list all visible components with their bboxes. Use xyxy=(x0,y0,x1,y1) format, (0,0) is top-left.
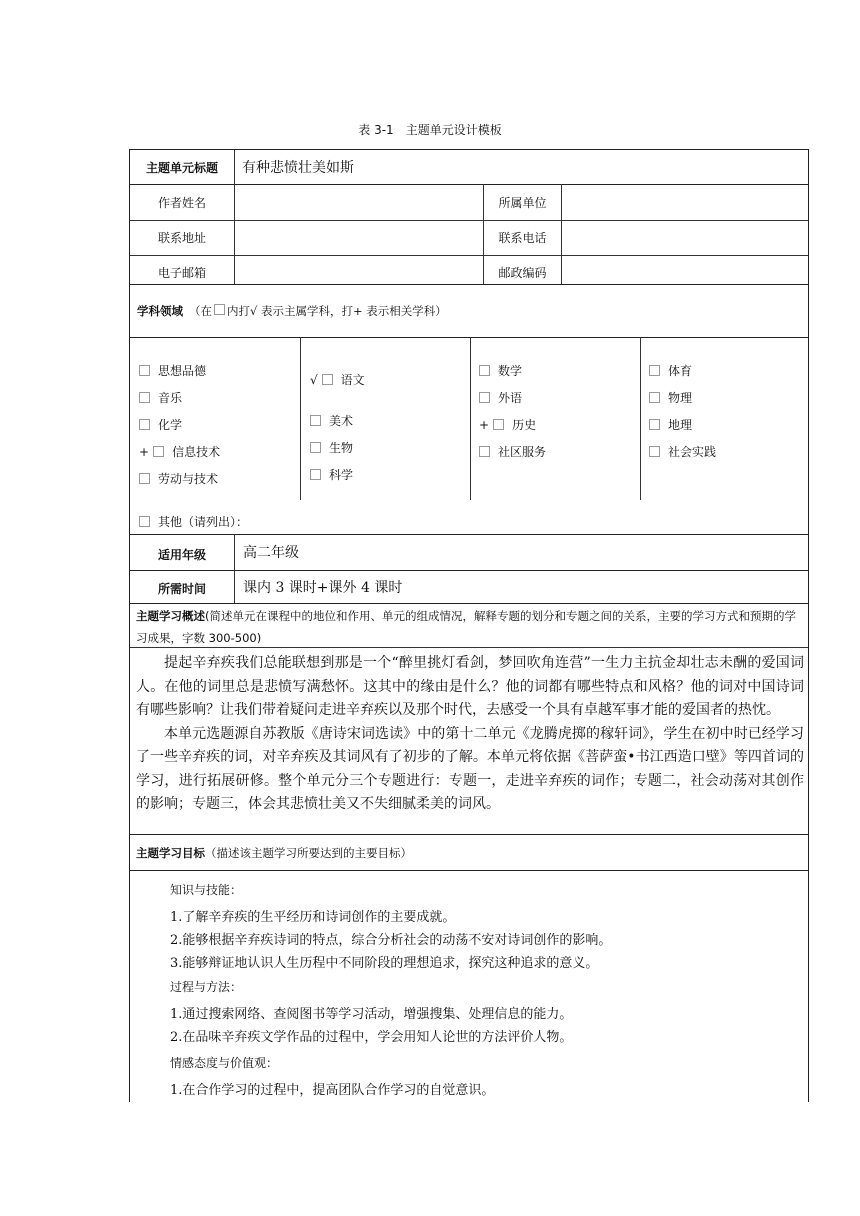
objective-item: 1.通过搜索网络、查阅图书等学习活动，增强搜集、处理信息的能力。 xyxy=(170,1007,573,1022)
grade-label: 适用年级 xyxy=(157,547,206,562)
subject-item[interactable]: 思想品德 xyxy=(139,362,206,379)
objectives-heading xyxy=(136,842,804,864)
email-label: 电子邮箱 xyxy=(157,266,206,280)
checkbox-icon[interactable] xyxy=(479,392,490,403)
objective-item: 1.了解辛弃疾的生平经历和诗词创作的主要成就。 xyxy=(170,910,456,925)
checkbox-icon[interactable] xyxy=(139,516,150,527)
checkbox-icon[interactable] xyxy=(310,469,321,480)
checkbox-icon[interactable] xyxy=(479,365,490,376)
overview-paragraph: 提起辛弃疾我们总能联想到那是一个“醉里挑灯看剑，梦回吹角连营”一生力主抗金却壮志未酬的爱国词人。在他的词里总是悲愤写满愁怀。这其中的缘由是什么？他的词都有哪些特点和风格？他的词对中国诗词有哪些影响？让我们带着疑问走进辛弃疾以及那个时代，去感受一个具有卓越军事才能的爱国者的热忱。 xyxy=(136,655,804,718)
grade-value[interactable]: 高二年级 xyxy=(243,545,299,561)
postcode-field[interactable] xyxy=(562,255,808,284)
checkbox-icon[interactable] xyxy=(153,446,164,457)
checkbox-icon[interactable] xyxy=(310,442,321,453)
subject-area-heading xyxy=(137,284,807,337)
checkbox-icon[interactable] xyxy=(139,365,150,376)
objectives-note: （描述该主题学习所要达到的主要目标） xyxy=(205,846,412,860)
objectives-label: 主题学习目标 xyxy=(136,846,205,860)
subject-item[interactable]: 生物 xyxy=(310,439,353,456)
subject-item[interactable]: 数学 xyxy=(479,362,522,379)
objective-item: 3.能够辩证地认识人生历程中不同阶段的理想追求，探究这种追求的意义。 xyxy=(170,956,599,971)
overview-body xyxy=(136,652,804,817)
checkbox-icon[interactable] xyxy=(649,419,660,430)
objective-item: 2.在品味辛弃疾文学作品的过程中，学会用知人论世的方法评价人物。 xyxy=(170,1030,573,1045)
phone-label: 联系电话 xyxy=(498,231,547,245)
subject-item[interactable]: 社区服务 xyxy=(479,443,546,460)
subject-item[interactable]: 劳动与技术 xyxy=(139,470,218,487)
overview-paragraph: 本单元选题源自苏教版《唐诗宋词选读》中的第十二单元《龙腾虎掷的稼轩词》，学生在初中时已经学习了一些辛弃疾的词，对辛弃疾及其词风有了初步的了解。本单元将依据《菩萨蛮•书江西造口壁》等四首词的学习，进行拓展研修。整个单元分三个专题进行：专题一，走进辛弃疾的词作；专题二，社会动荡对其创作的影响；专题三，体会其悲愤壮美又不失细腻柔美的词风。 xyxy=(136,725,804,812)
subject-item[interactable]: 美术 xyxy=(310,412,353,429)
checkbox-icon[interactable] xyxy=(322,374,333,385)
org-label: 所属单位 xyxy=(498,195,547,210)
subject-item[interactable]: 地理 xyxy=(649,416,692,433)
checkbox-icon[interactable] xyxy=(479,446,490,457)
process-label: 过程与方法： xyxy=(170,980,243,994)
subject-item[interactable]: 外语 xyxy=(479,389,522,406)
checkbox-icon[interactable] xyxy=(493,419,504,430)
subject-area-label: 学科领域 xyxy=(137,303,183,318)
checkbox-icon[interactable] xyxy=(649,365,660,376)
related-mark: + xyxy=(479,418,490,432)
overview-label: 主题学习概述 xyxy=(136,609,205,623)
org-field[interactable] xyxy=(562,184,808,220)
objective-item: 1.在合作学习的过程中，提高团队合作学习的自觉意识。 xyxy=(170,1083,495,1098)
subject-item[interactable]: 体育 xyxy=(649,362,692,379)
unit-design-table xyxy=(129,149,809,1102)
author-label: 作者姓名 xyxy=(157,195,206,210)
table-caption: 表 3-1 主题单元设计模板 xyxy=(358,123,502,137)
address-label: 联系地址 xyxy=(157,231,206,245)
related-mark: + xyxy=(139,445,150,459)
checkbox-icon xyxy=(214,304,225,315)
time-label: 所需时间 xyxy=(157,582,206,596)
subject-item[interactable]: 化学 xyxy=(139,416,182,433)
primary-mark: √ xyxy=(310,373,318,387)
subject-item[interactable]: √ 语文 xyxy=(310,373,365,387)
subject-item[interactable]: 音乐 xyxy=(139,389,182,406)
email-field[interactable] xyxy=(235,255,483,284)
emotion-label: 情感态度与价值观： xyxy=(170,1056,279,1070)
checkbox-icon[interactable] xyxy=(139,419,150,430)
overview-note: (简述单元在课程中的地位和作用、单元的组成情况，解释专题的划分和专题之间的关系，主要的学习方式和预期的学习成果，字数 300-500) xyxy=(136,609,796,645)
checkbox-icon[interactable] xyxy=(310,415,321,426)
phone-field[interactable] xyxy=(562,220,808,255)
checkbox-icon[interactable] xyxy=(139,473,150,484)
checkbox-icon[interactable] xyxy=(649,446,660,457)
overview-heading xyxy=(136,605,804,649)
subject-item[interactable]: 科学 xyxy=(310,466,353,483)
subject-other[interactable]: 其他（请列出）： xyxy=(139,513,248,530)
subject-item[interactable]: + 信息技术 xyxy=(139,445,221,459)
time-value[interactable]: 课内 3 课时+课外 4 课时 xyxy=(243,579,403,596)
subject-item[interactable]: 社会实践 xyxy=(649,443,716,460)
subject-item[interactable]: 物理 xyxy=(649,389,692,406)
author-field[interactable] xyxy=(235,184,483,220)
subject-area-note: 内打√ 表示主属学科，打+ 表示相关学科） xyxy=(227,303,447,318)
objective-item: 2.能够根据辛弃疾诗词的特点，综合分析社会的动荡不安对诗词创作的影响。 xyxy=(170,933,612,948)
postcode-label: 邮政编码 xyxy=(498,266,547,280)
unit-title-label: 主题单元标题 xyxy=(145,160,218,175)
address-field[interactable] xyxy=(235,220,483,255)
subject-area-note-pre: （在 xyxy=(189,303,212,318)
checkbox-icon[interactable] xyxy=(139,392,150,403)
unit-title-value[interactable]: 有种悲愤壮美如斯 xyxy=(242,160,354,176)
knowledge-label: 知识与技能： xyxy=(170,883,243,897)
checkbox-icon[interactable] xyxy=(649,392,660,403)
subject-item[interactable]: + 历史 xyxy=(479,418,537,432)
